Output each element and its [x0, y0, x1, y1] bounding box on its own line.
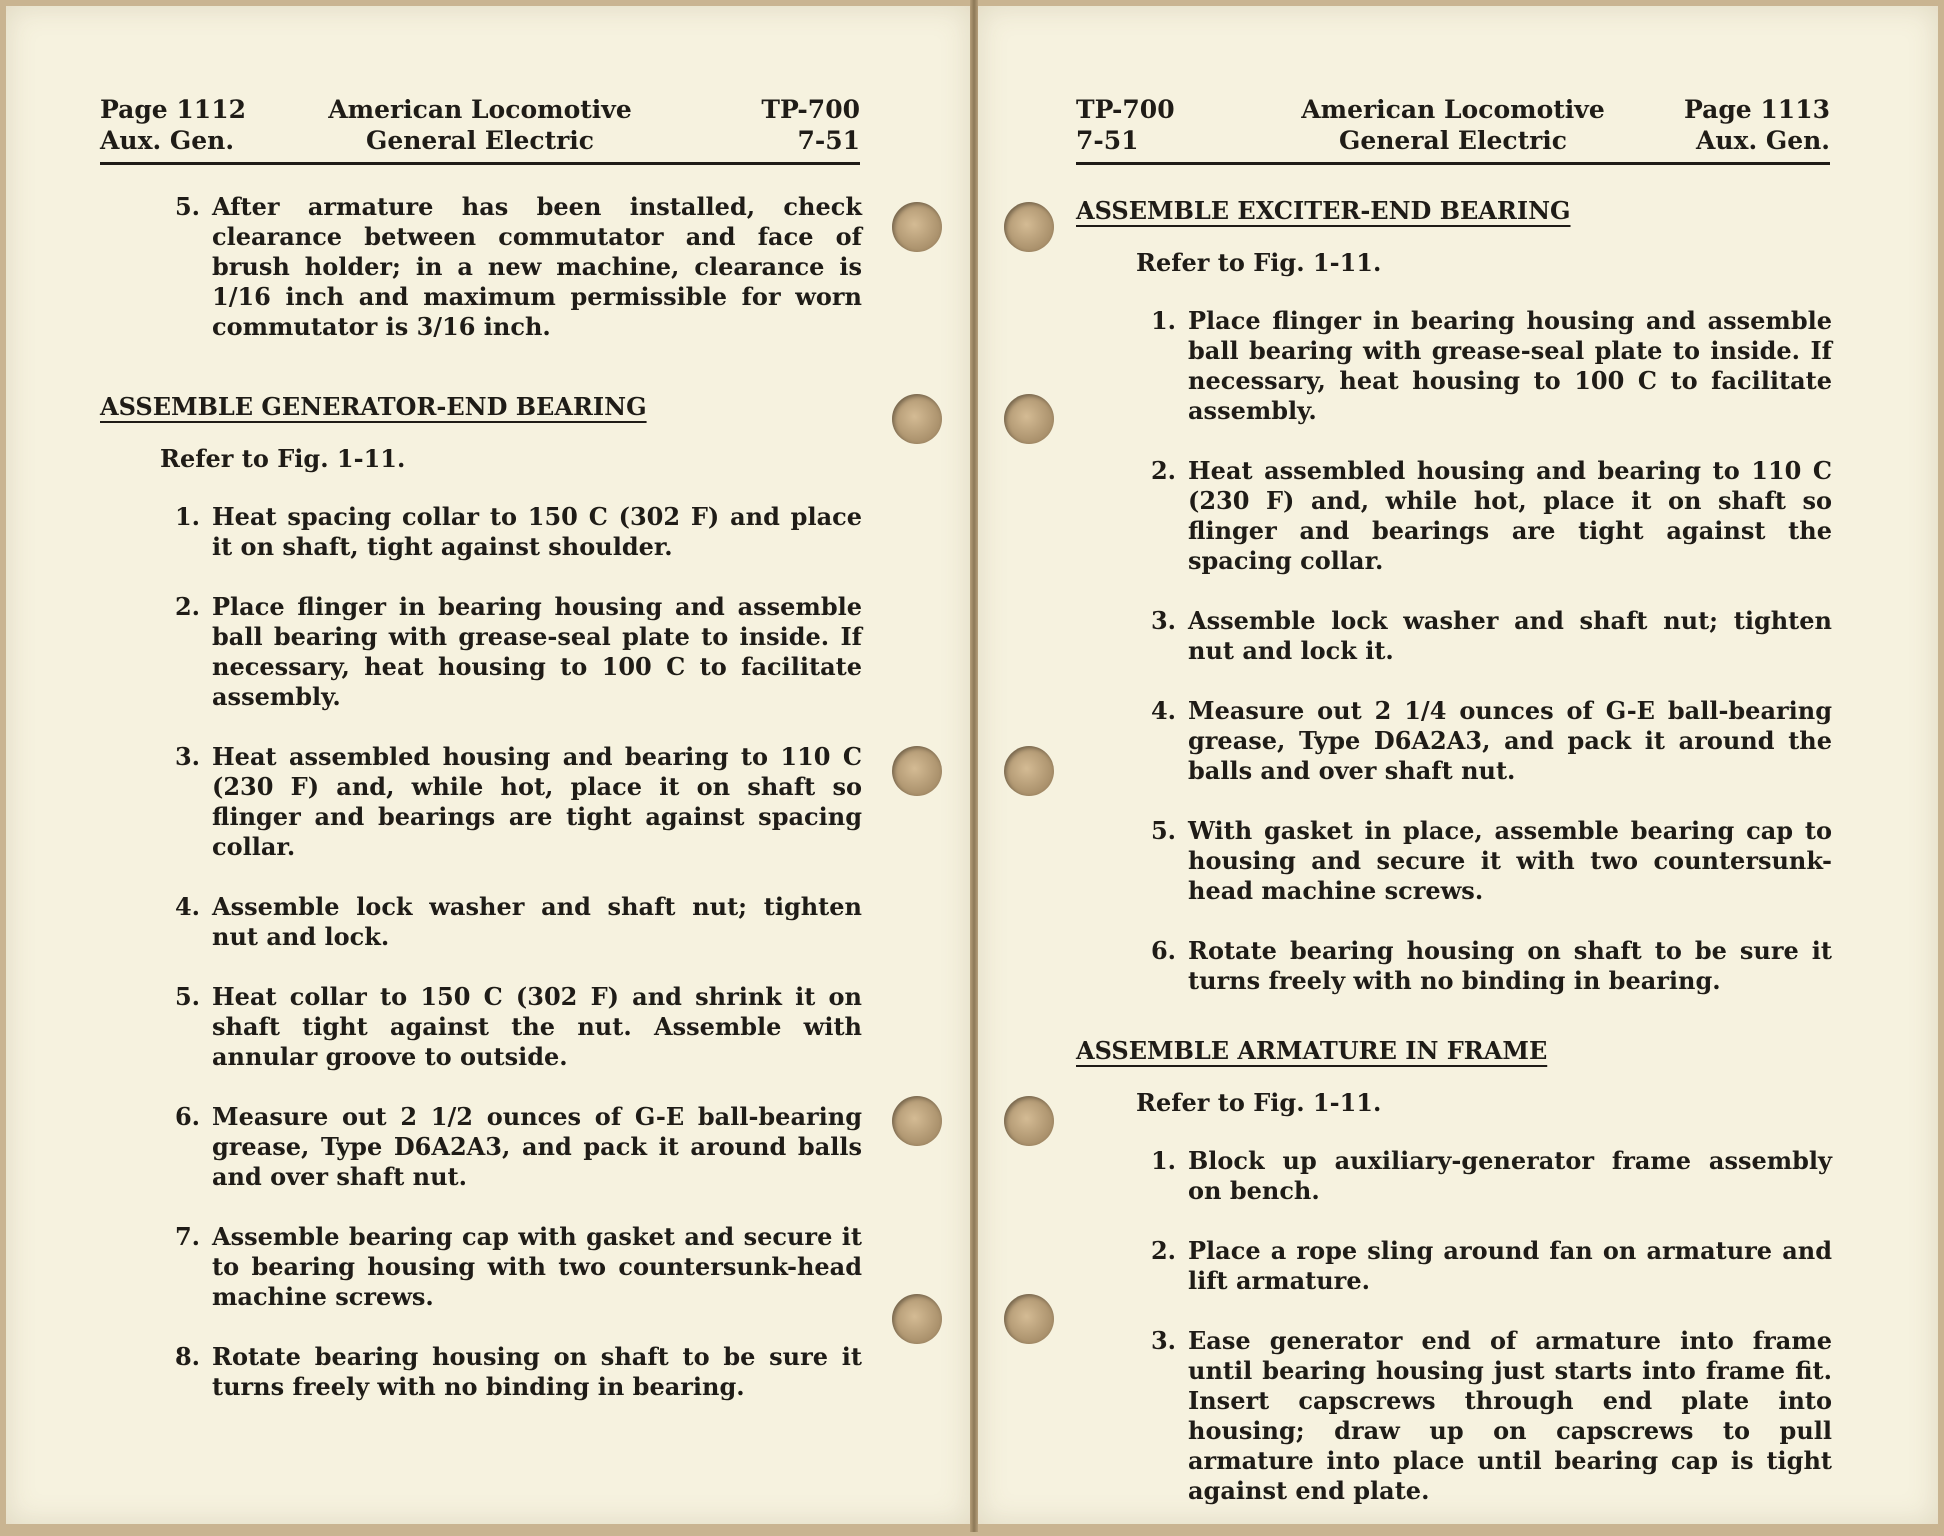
punch-hole [892, 746, 942, 796]
item-number: 3. [1150, 606, 1176, 635]
list-item [158, 982, 862, 1072]
binding-gutter [970, 0, 978, 1532]
item-number: 4. [1150, 696, 1176, 725]
item-number: 2. [174, 592, 200, 621]
list-item [158, 1102, 862, 1192]
item-text: Measure out 2 1/2 ounces of G-E ball-bearing grease, Type D6A2A3, and pack it around balls and over shaft nut. [212, 1102, 862, 1191]
list-item [1134, 1146, 1832, 1206]
item-number: 2. [1150, 456, 1176, 485]
item-text: Heat collar to 150 C (302 F) and shrink it on shaft tight against the nut. Assemble with annular groove to outside. [212, 982, 862, 1071]
doc-number: TP-700 [1076, 95, 1175, 124]
section-code: Aux. Gen. [1695, 126, 1830, 155]
left-page-content [100, 192, 862, 1432]
item-text: Rotate bearing housing on shaft to be sure it turns freely with no binding in bearing. [212, 1342, 862, 1401]
item-number: 5. [1150, 816, 1176, 845]
header-center [100, 94, 860, 156]
item-number: 3. [1150, 1326, 1176, 1355]
list-item [158, 742, 862, 862]
item-text: Place flinger in bearing housing and assemble ball bearing with grease-seal plate to inside. If necessary, heat housing to 100 C to facilitate assembly. [1188, 306, 1832, 425]
item-text: Measure out 2 1/4 ounces of G-E ball-bearing grease, Type D6A2A3, and pack it around the balls and over shaft nut. [1188, 696, 1832, 785]
item-text: Heat assembled housing and bearing to 110 C (230 F) and, while hot, place it on shaft so flinger and bearings are tight against the spacing collar. [1188, 456, 1832, 575]
item-text: Place a rope sling around fan on armature and lift armature. [1188, 1236, 1832, 1295]
list-item [1134, 936, 1832, 996]
punch-hole [892, 394, 942, 444]
item-text: Assemble lock washer and shaft nut; tighten nut and lock. [212, 892, 862, 951]
list-item [1134, 1236, 1832, 1296]
section-code: Aux. Gen. [100, 126, 235, 155]
header-right [761, 94, 860, 156]
item-number: 5. [174, 982, 200, 1011]
punch-hole [1004, 202, 1054, 252]
procedure-list [1076, 306, 1832, 996]
item-text: Assemble lock washer and shaft nut; tighten nut and lock it. [1188, 606, 1832, 665]
item-number: 1. [174, 502, 200, 531]
publisher-line-1: American Locomotive [1301, 95, 1605, 124]
doc-date: 7-51 [797, 126, 860, 155]
punch-hole [1004, 1294, 1054, 1344]
punch-hole [1004, 746, 1054, 796]
punch-hole [892, 202, 942, 252]
list-item [158, 892, 862, 952]
procedure-list [1076, 1146, 1832, 1506]
page-number: Page 1112 [100, 95, 246, 124]
item-number: 2. [1150, 1236, 1176, 1265]
page-number: Page 1113 [1684, 95, 1830, 124]
punch-hole [892, 1096, 942, 1146]
right-page [978, 6, 1938, 1524]
figure-reference: Refer to Fig. 1-11. [1136, 1088, 1382, 1117]
figure-reference: Refer to Fig. 1-11. [1136, 248, 1382, 277]
item-text: Heat assembled housing and bearing to 110 C (230 F) and, while hot, place it on shaft so flinger and bearings are tight against spacing collar. [212, 742, 862, 861]
list-item [1134, 696, 1832, 786]
punch-hole [1004, 394, 1054, 444]
doc-date: 7-51 [1076, 126, 1139, 155]
section-heading: ASSEMBLE EXCITER-END BEARING [1076, 196, 1571, 225]
list-item [1134, 816, 1832, 906]
item-number: 3. [174, 742, 200, 771]
item-text: With gasket in place, assemble bearing cap to housing and secure it with two countersunk-head machine screws. [1188, 816, 1832, 905]
list-item [1134, 306, 1832, 426]
item-text: After armature has been installed, check clearance between commutator and face of brush holder; in a new machine, clearance is 1/16 inch and maximum permissible for worn commutator is 3/16 inch. [212, 192, 862, 341]
list-item [158, 1222, 862, 1312]
item-text: Heat spacing collar to 150 C (302 F) and place it on shaft, tight against shoulder. [212, 502, 862, 561]
item-text: Rotate bearing housing on shaft to be sure it turns freely with no binding in bearing. [1188, 936, 1832, 995]
left-page-header [100, 94, 860, 165]
doc-number: TP-700 [761, 95, 860, 124]
list-item [100, 192, 862, 342]
list-item [1134, 606, 1832, 666]
item-number: 8. [174, 1342, 200, 1371]
item-text: Assemble bearing cap with gasket and secure it to bearing housing with two countersunk-head machine screws. [212, 1222, 862, 1311]
punch-hole [1004, 1096, 1054, 1146]
list-item [158, 1342, 862, 1402]
item-text: Ease generator end of armature into frame until bearing housing just starts into frame fit. Insert capscrews through end plate into housing; draw up on capscrews to pull armature into place until bearing cap is tight against end plate. [1188, 1326, 1832, 1505]
item-number: 4. [174, 892, 200, 921]
section-heading: ASSEMBLE GENERATOR-END BEARING [100, 392, 647, 421]
publisher-line-2: General Electric [1338, 126, 1568, 155]
section-heading: ASSEMBLE ARMATURE IN FRAME [1076, 1036, 1548, 1065]
item-number: 1. [1150, 1146, 1176, 1175]
procedure-list [100, 502, 862, 1402]
list-item [1134, 1326, 1832, 1506]
publisher-line-2: General Electric [365, 126, 595, 155]
item-number: 6. [1150, 936, 1176, 965]
publisher-line-1: American Locomotive [328, 95, 632, 124]
list-item [1134, 456, 1832, 576]
item-number: 1. [1150, 306, 1176, 335]
list-item [158, 592, 862, 712]
right-page-header [1076, 94, 1830, 165]
item-number: 5. [174, 192, 200, 221]
list-item [158, 502, 862, 562]
left-page [6, 6, 970, 1524]
item-number: 7. [174, 1222, 200, 1251]
item-number: 6. [174, 1102, 200, 1131]
header-right [1684, 94, 1830, 156]
item-text: Block up auxiliary-generator frame assembly on bench. [1188, 1146, 1832, 1205]
right-page-content [1076, 192, 1832, 1536]
punch-hole [892, 1294, 942, 1344]
item-text: Place flinger in bearing housing and assemble ball bearing with grease-seal plate to inside. If necessary, heat housing to 100 C to facilitate assembly. [212, 592, 862, 711]
figure-reference: Refer to Fig. 1-11. [160, 444, 406, 473]
